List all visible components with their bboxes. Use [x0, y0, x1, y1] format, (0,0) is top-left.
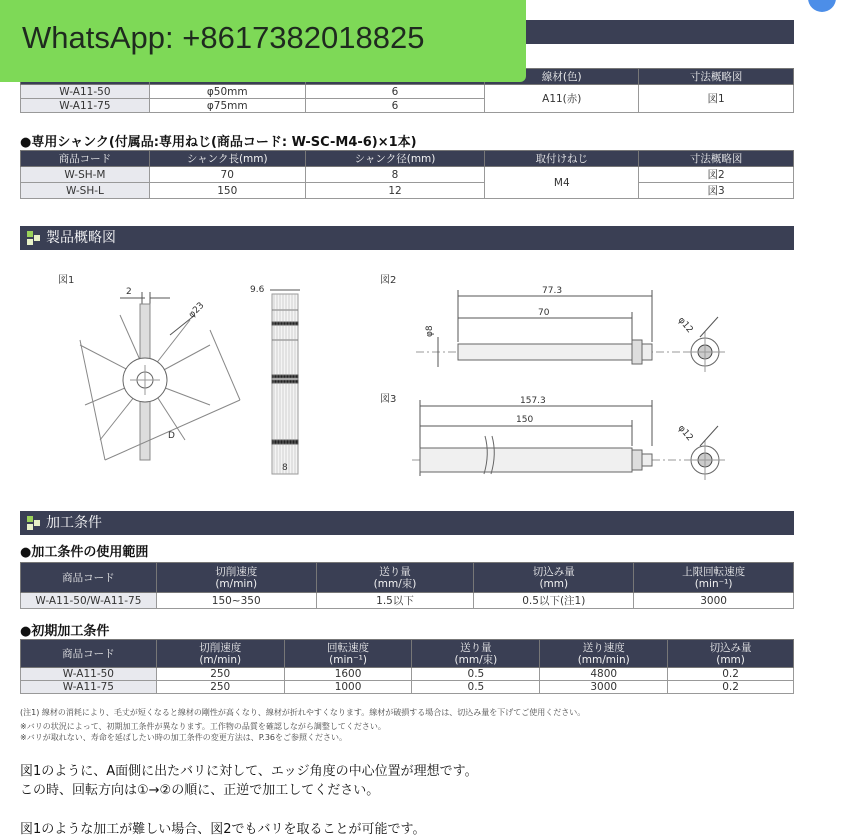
initial-speed: 250 — [156, 668, 284, 681]
shank-code: W-SH-M — [21, 167, 150, 183]
section-header-overview — [20, 226, 794, 250]
initial-rpm: 1600 — [284, 668, 412, 681]
fig3-dim-total: 157.3 — [520, 396, 546, 406]
fig2-dim-dia: φ8 — [425, 325, 435, 337]
range-rpm: 3000 — [634, 593, 794, 609]
fig1-brush-drawing — [60, 280, 320, 480]
cell-qty: 6 — [305, 85, 485, 99]
cell-material: A11(赤) — [485, 85, 639, 113]
whatsapp-text: WhatsApp: +8617382018825 — [22, 20, 425, 55]
body-paragraph: 図1のような加工が難しい場合、図2でもバリを取ることが可能です。 — [20, 822, 426, 837]
note-line: (注1) 線材の消耗により、毛丈が短くなると線材の剛性が高くなり、線材が折れやすくなります。線材が破損する場合は、切込み量を下げてご使用ください。 — [20, 708, 586, 717]
range-depth: 0.5以下(注1) — [474, 593, 634, 609]
shank-fig: 図3 — [639, 183, 794, 199]
note-line: ※バリが取れない、寿命を延ばしたい時の加工条件の変更方法は、P.36をご参照ください。 — [20, 733, 347, 742]
initial-depth: 0.2 — [668, 668, 794, 681]
shank-header: シャンク径(mm) — [305, 151, 485, 167]
initial-feedrate: 4800 — [540, 668, 668, 681]
cell-code: W-A11-50 — [21, 85, 150, 99]
initial-code: W-A11-75 — [21, 681, 157, 694]
fig1-dim-dia: φ23 — [187, 300, 207, 321]
shank-screw: M4 — [485, 167, 639, 199]
fig1-dim-bottom: 8 — [282, 463, 288, 473]
body-paragraph: この時、回転方向は①→②の順に、正逆で加工してください。 — [20, 783, 380, 798]
fig1-dim-d: D — [168, 431, 175, 441]
initial-depth: 0.2 — [668, 681, 794, 694]
header-material: 線材(色) — [485, 69, 639, 85]
fig2-label: 図2 — [380, 275, 397, 286]
fig3-dim-end: φ12 — [675, 423, 695, 444]
shank-header: 商品コード — [21, 151, 150, 167]
initial-code: W-A11-50 — [21, 668, 157, 681]
initial-header: 商品コード — [21, 640, 157, 668]
shank-header: 取付けねじ — [485, 151, 639, 167]
range-header: 上限回転速度 (min⁻¹) — [634, 563, 794, 593]
cell-qty: 6 — [305, 99, 485, 113]
shank-code: W-SH-L — [21, 183, 150, 199]
shank-header: シャンク長(mm) — [149, 151, 305, 167]
initial-feed: 0.5 — [412, 681, 540, 694]
fig1-label: 図1 — [58, 275, 75, 286]
fig1-dim-width: 2 — [126, 287, 132, 297]
shank-header: 寸法概略図 — [639, 151, 794, 167]
range-speed: 150~350 — [156, 593, 316, 609]
cell-code: W-A11-75 — [21, 99, 150, 113]
note-line: ※バリの状況によって、初期加工条件が異なります。工作物の品質を確認しながら調整してください。 — [20, 722, 386, 731]
body-paragraph: 図1のように、A面側に出たバリに対して、エッジ角度の中心位置が理想です。 — [20, 764, 478, 779]
fig3-dim-shank: 150 — [516, 415, 534, 425]
corner-badge[interactable] — [808, 0, 836, 12]
initial-header: 切削速度 (m/min) — [156, 640, 284, 668]
initial-header: 送り量 (mm/束) — [412, 640, 540, 668]
initial-title: ●初期加工条件 — [20, 624, 110, 639]
shank-title: ●専用シャンク(付属品:専用ねじ(商品コード: W-SC-M4-6)×1本) — [20, 135, 417, 150]
cell-figure: 図1 — [639, 85, 794, 113]
shank-dia: 8 — [305, 167, 485, 183]
fig2-shank-drawing — [410, 282, 730, 372]
header-figure: 寸法概略図 — [639, 69, 794, 85]
initial-header: 送り速度 (mm/min) — [540, 640, 668, 668]
initial-feedrate: 3000 — [540, 681, 668, 694]
fig3-label: 図3 — [380, 394, 397, 405]
whatsapp-banner — [0, 0, 526, 82]
section-title: 加工条件 — [46, 515, 102, 531]
shank-dia: 12 — [305, 183, 485, 199]
shank-length: 70 — [149, 167, 305, 183]
initial-table — [20, 639, 794, 694]
range-title: ●加工条件の使用範囲 — [20, 545, 149, 560]
fig2-dim-total: 77.3 — [542, 286, 563, 296]
fig1-dim-thick: 9.6 — [250, 285, 265, 295]
range-code: W-A11-50/W-A11-75 — [21, 593, 157, 609]
range-header: 切削速度 (m/min) — [156, 563, 316, 593]
fig3-shank-drawing — [410, 396, 730, 492]
initial-rpm: 1000 — [284, 681, 412, 694]
range-table — [20, 562, 794, 609]
section-header-conditions — [20, 511, 794, 535]
range-header: 切込み量 (mm) — [474, 563, 634, 593]
shank-table — [20, 150, 794, 199]
range-header: 送り量 (mm/束) — [316, 563, 474, 593]
initial-header: 切込み量 (mm) — [668, 640, 794, 668]
cell-dia: φ50mm — [149, 85, 305, 99]
shank-length: 150 — [149, 183, 305, 199]
section-title: 製品概略図 — [46, 230, 116, 246]
fig2-dim-shank: 70 — [538, 308, 550, 318]
cell-dia: φ75mm — [149, 99, 305, 113]
range-feed: 1.5以下 — [316, 593, 474, 609]
initial-speed: 250 — [156, 681, 284, 694]
range-header: 商品コード — [21, 563, 157, 593]
fig2-dim-end: φ12 — [675, 315, 695, 336]
initial-feed: 0.5 — [412, 668, 540, 681]
shank-fig: 図2 — [639, 167, 794, 183]
initial-header: 回転速度 (min⁻¹) — [284, 640, 412, 668]
